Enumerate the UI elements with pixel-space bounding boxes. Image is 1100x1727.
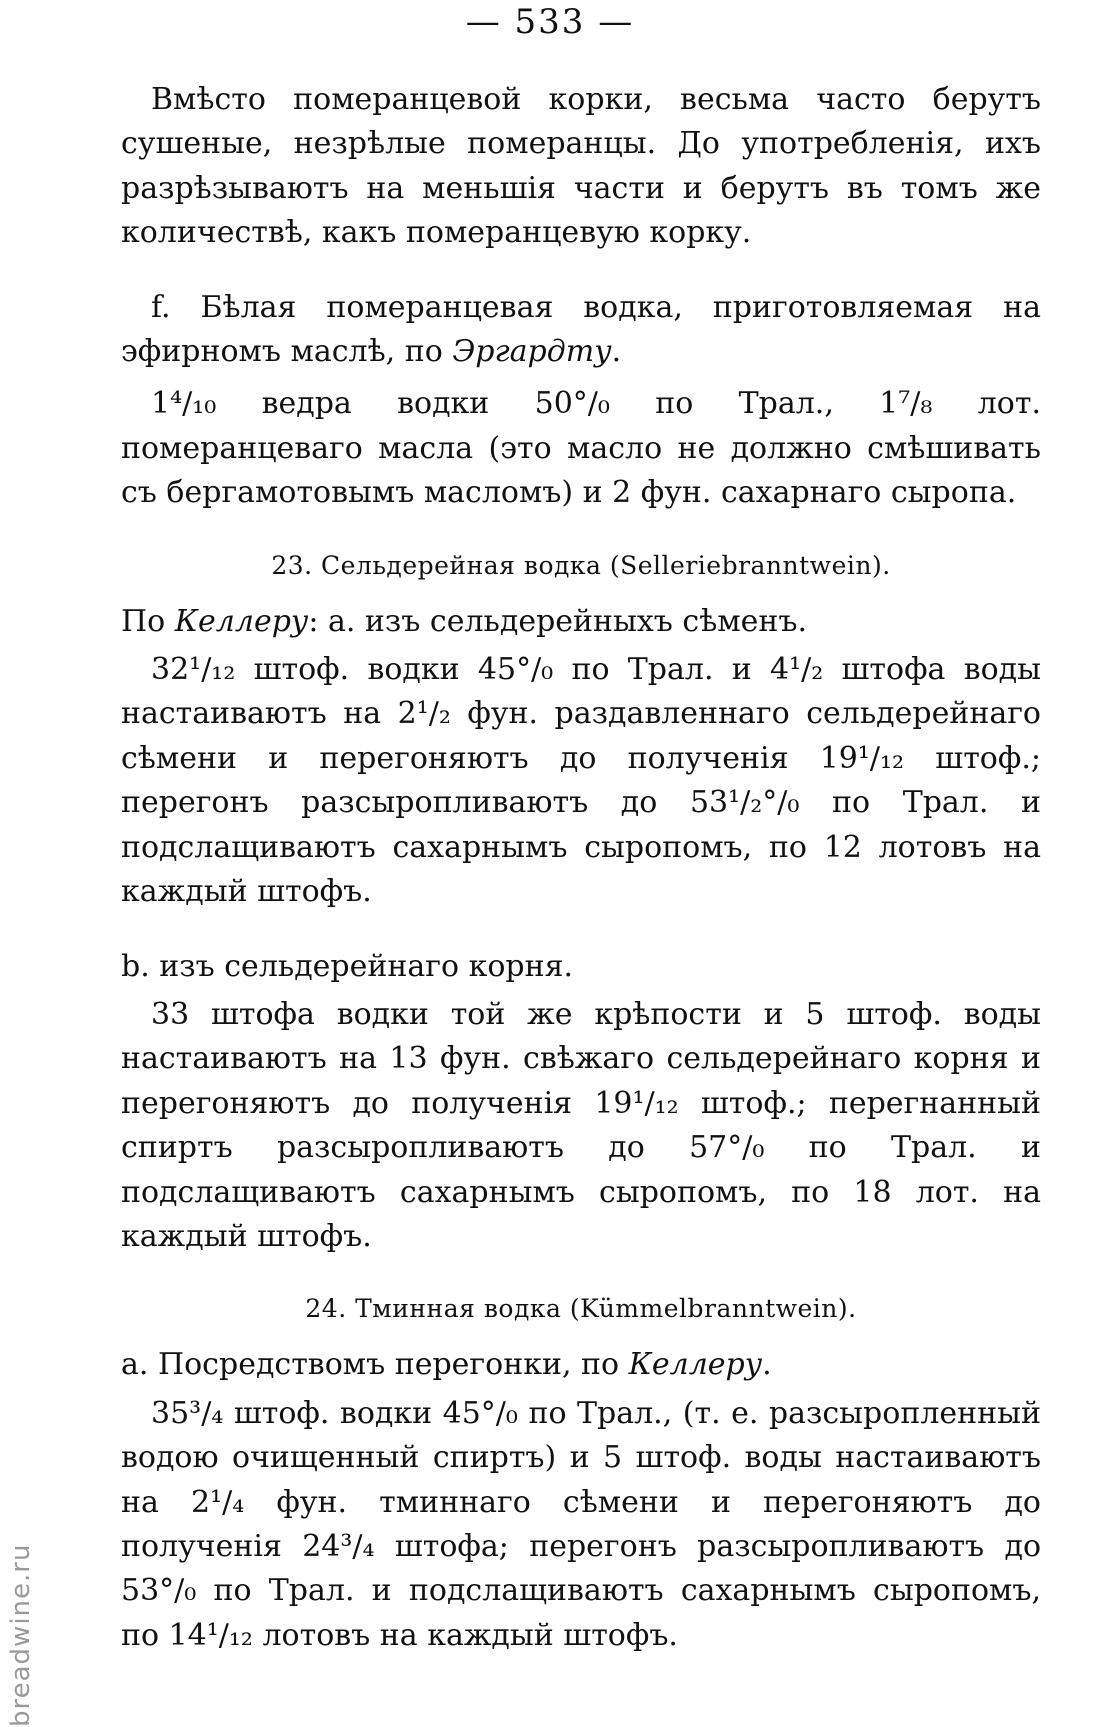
page-number: — 533 — xyxy=(465,2,635,42)
recipe-23b-title: b. изъ сельдерейнаго корня. xyxy=(121,948,574,984)
paragraph-orange-peel-note: Вмѣсто померанцевой корки, весьма часто берутъ сушеные, незрѣлые померанцы. До употребленія, ихъ разрѣзываютъ на меньшія части и берутъ въ томъ же количествѣ, какъ померанцевую корку. xyxy=(121,82,1041,251)
recipe-24a-title xyxy=(121,1343,1041,1387)
recipe-24a-title-end: . xyxy=(762,1347,772,1383)
author-keller: Келлеру xyxy=(174,603,309,639)
recipe-23a-title xyxy=(121,600,1041,644)
section-23-heading: 23. Сельдерейная водка (Selleriebranntwein). xyxy=(271,550,891,580)
author-keller-2: Келлеру xyxy=(628,1347,763,1383)
watermark-text: breadwine.ru xyxy=(6,1543,36,1727)
watermark-area xyxy=(0,1382,40,1727)
recipe-f-title-text: f. Бѣлая померанцевая водка, приготовляемая на эфирномъ маслѣ, по xyxy=(121,289,1041,370)
recipe-24a-body: 35³/₄ штоф. водки 45°/₀ по Трал., (т. е. разсыропленный водою очищенный спиртъ) и 5 штоф. воды настаиваютъ на 2¹/₄ фун. тминнаго сѣмени и перегоняютъ до полученія 24³/₄ штофа; перегонъ разсыропливаютъ до 53°/₀ по Трал. и подслащиваютъ сахарнымъ сыропомъ, по 14¹/₁₂ лотовъ на каждый штофъ. xyxy=(121,1395,1041,1653)
recipe-f-body: 1⁴/₁₀ ведра водки 50°/₀ по Трал., 1⁷/₈ лот. померанцеваго масла (это масло не должно смѣшивать съ бергамотовымъ масломъ) и 2 фун. сахарнаго сыропа. xyxy=(121,386,1041,511)
page-content xyxy=(121,78,1041,1658)
recipe-23a-body: 32¹/₁₂ штоф. водки 45°/₀ по Трал. и 4¹/₂ штофа воды настаиваютъ на 2¹/₂ фун. раздавленнаго сельдерейнаго сѣмени и перегоняютъ до полученія 19¹/₁₂ штоф.; перегонъ разсыропливаютъ до 53¹/₂°/₀ по Трал. и подслащиваютъ сахарнымъ сыропомъ, по 12 лотовъ на каждый штофъ. xyxy=(121,652,1041,910)
recipe-23a-title-prefix: По xyxy=(121,603,175,639)
recipe-23b-body: 33 штофа водки той же крѣпости и 5 штоф. воды настаиваютъ на 13 фун. свѣжаго сельдерейнаго корня и перегоняютъ до полученія 19¹/₁₂ штоф.; перегнанный спиртъ разсыропливаютъ до 57°/₀ по Трал. и подслащиваютъ сахарнымъ сыропомъ, по 18 лот. на каждый штофъ. xyxy=(121,996,1041,1254)
author-ergardt: Эргардту xyxy=(452,334,612,370)
recipe-24a-title-prefix: а. Посредствомъ перегонки, по xyxy=(121,1347,629,1383)
recipe-23a-title-rest: : а. изъ сельдерейныхъ сѣменъ. xyxy=(308,603,808,639)
section-24-heading: 24. Тминная водка (Kümmelbranntwein). xyxy=(305,1294,857,1324)
recipe-f-title-end: . xyxy=(611,334,622,370)
recipe-f-title xyxy=(121,286,1041,375)
